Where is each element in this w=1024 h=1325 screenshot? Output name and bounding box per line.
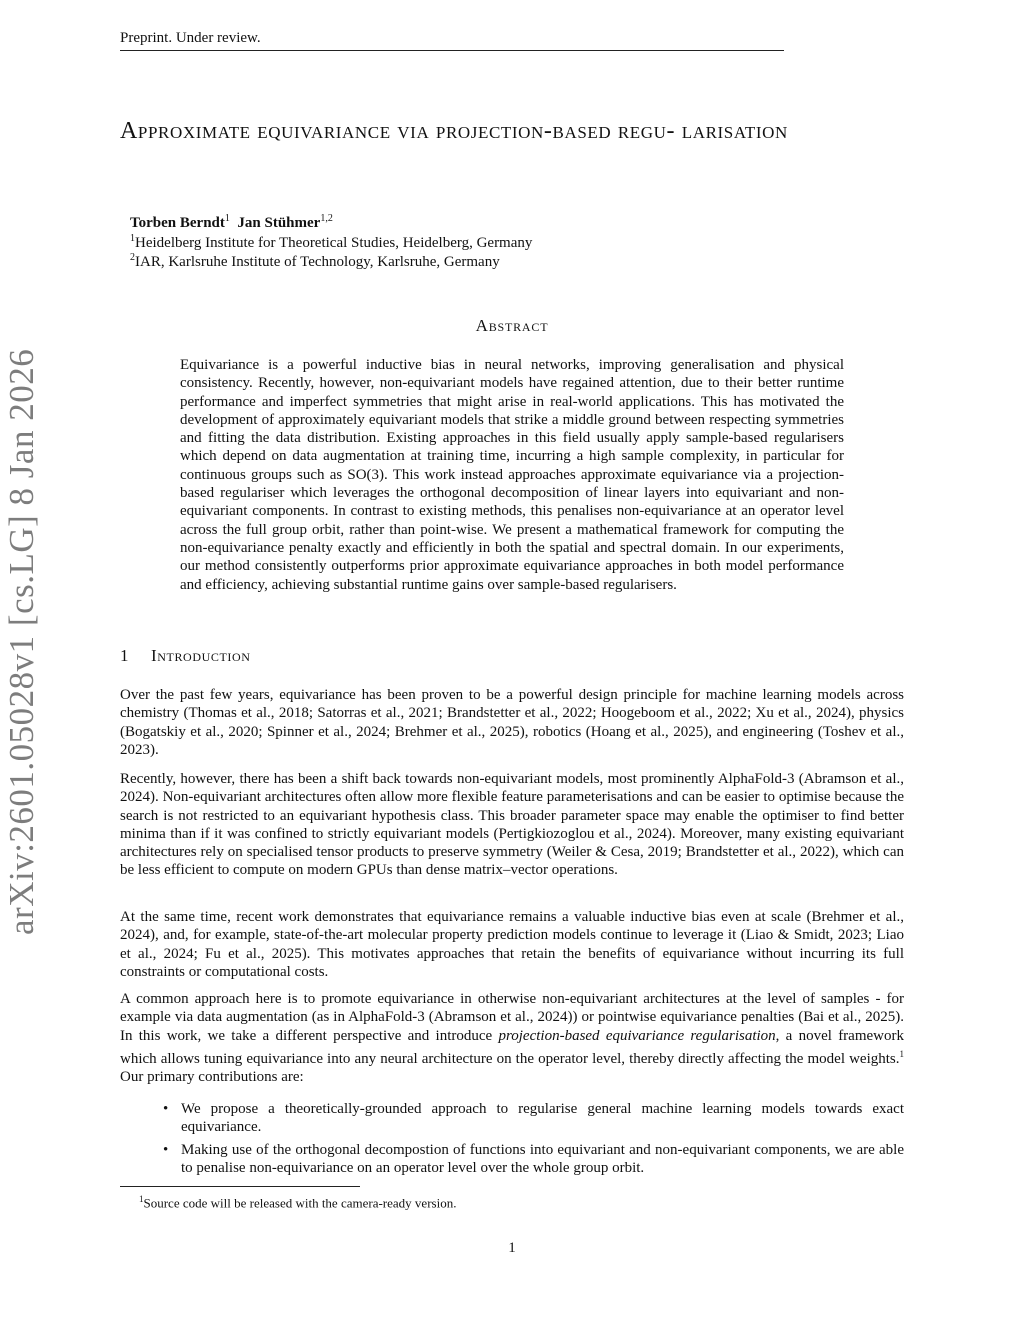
emphasized-term: projection-based equivariance regularisation [498,1027,776,1044]
affiliation-marker: 1 [224,213,230,224]
affiliation-text: Heidelberg Institute for Theoretical Studies, Heidelberg, Germany [135,235,533,251]
abstract-heading: Abstract [475,316,549,335]
contributions-list [163,1100,904,1181]
list-item-text: We propose a theoretically-grounded approach to regularise general machine learning models towards exact equivariance. [181,1101,904,1136]
affiliation-text: IAR, Karlsruhe Institute of Technology, Karlsruhe, Germany [135,254,500,270]
abstract-text: Equivariance is a powerful inductive bias in neural networks, improving generalisation and physical consistency. Recently, however, non-equivariant models have regained attention, due to their better runtime performance and imperfect symmetries that might arise in real-world applications. This has motivated the development of approximately equivariant models that strike a middle ground between respecting symmetries and fitting the data distribution. Existing approaches in this field usually apply sample-based regularisers which depend on data augmentation at training time, incurring a high sample complexity, in particular for continuous groups such as SO(3). This work instead approaches approximate equivariance via a projection-based regulariser which leverages the orthogonal decomposition of linear layers into equivariant and non-equivariant components. In contrast to existing methods, this penalises non-equivariance at an operator level across the full group orbit, rather than point-wise. We present a mathematical framework for computing the non-equivariance penalty exactly and efficiently in both the spatial and spectral domain. In our experiments, our method consistently outperforms prior approximate equivariance approaches in both model performance and efficiency, achieving substantial runtime gains over sample-based regularisers. [180,357,844,593]
paragraph-text: A common approach here is to promote equivariance in otherwise non-equivariant architectures at the level of samples - for example via data augmentation (as in AlphaFold-3 (Abramson et al., 2024)) or pointwise equivariance penalties (Bai et al., 2025). In this work, we take a different perspective and introduce [120,991,904,1044]
footnote-text: Source code will be released with the camera-ready version. [143,1195,457,1211]
running-head: Preprint. Under review. [120,28,784,51]
affiliation-2 [130,248,500,272]
page-number: 1 [508,1240,516,1256]
footnote-reference[interactable]: 1 [899,1048,904,1059]
list-item [163,1100,904,1137]
footnote-marker: 1 [139,1194,144,1204]
section-title: Introduction [151,646,251,665]
intro-paragraph-2: Recently, however, there has been a shift back towards non-equivariant models, most prominently AlphaFold-3 (Abramson et al., 2024). Non-equivariant architectures often allow more flexible feature parameterisations and can be easier to optimise because the search is not restricted to an equivariant hypothesis class. This broader parameter space may enable the optimiser to find better minima than if it was confined to strictly equivariant models (Pertigkiozoglou et al., 2024). Moreover, many existing equivariant architectures rely on specialised tensor products to preserve symmetry (Weiler & Cesa, 2019; Brandstetter et al., 2022), which can be less efficient to compute on modern GPUs than dense matrix–vector operations. [120,771,904,879]
author-name: Jan Stühmer [237,215,321,231]
intro-paragraph-4 [120,990,904,1086]
section-heading-introduction [120,646,251,666]
affiliation-marker: 1,2 [320,213,333,224]
intro-paragraph-3: At the same time, recent work demonstrates that equivariance remains a valuable inductive bias even at scale (Brehmer et al., 2024), and, for example, state-of-the-art molecular property prediction models continue to leverage it (Liao & Smidt, 2023; Liao et al., 2024; Fu et al., 2025). This motivates approaches that retain the benefits of equivariance without incurring its full constraints or computational costs. [120,909,904,980]
section-number: 1 [120,646,130,665]
list-item-text: Making use of the orthogonal decompostion of functions into equivariant and non-equivariant components, we are able to penalise non-equivariance on an operator level over the whole group orbit. [181,1141,904,1176]
arxiv-identifier: arXiv:2601.05028v1 [cs.LG] 8 Jan 2026 [2,348,41,935]
bullet-icon: • [163,1101,169,1117]
paragraph-text: Our primary contributions are: [120,1069,304,1086]
intro-paragraph-1: Over the past few years, equivariance has been proven to be a powerful design principle for machine learning models across chemistry (Thomas et al., 2018; Satorras et al., 2021; Brandstetter et al., 2022; Hoogeboom et al., 2022; Xu et al., 2024), physics (Bogatskiy et al., 2020; Spinner et al., 2024; Brehmer et al., 2025), robotics (Hoang et al., 2025), and engineering (Toshev et al., 2023). [120,687,904,758]
footnote [139,1191,456,1211]
affiliation-marker: 1 [130,233,135,244]
list-item [163,1141,904,1178]
paper-title: Approximate equivariance via projection-based regu- larisation [120,118,788,144]
paragraph-text: , a novel framework which allows tuning equivariance into any neural architecture on the operator level, thereby directly affecting the model weights. [120,1027,904,1067]
affiliation-marker: 2 [130,252,135,263]
footnote-divider [120,1186,360,1187]
bullet-icon: • [163,1141,169,1158]
author-name: Torben Berndt [130,215,225,231]
